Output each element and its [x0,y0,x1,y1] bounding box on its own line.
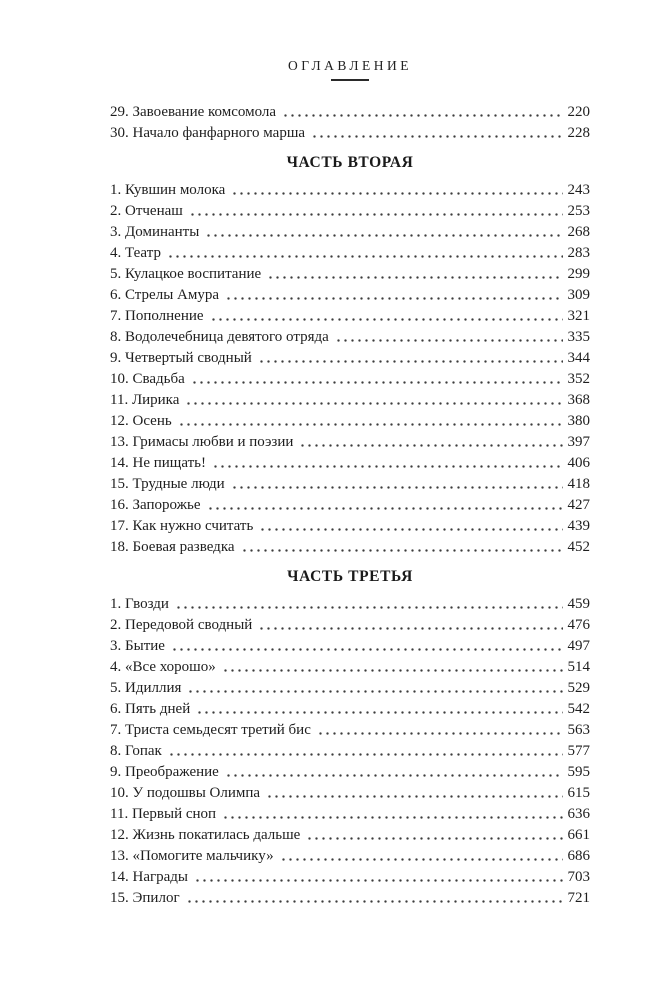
entry-title: 5. Идиллия [110,680,182,696]
entry-title: 1. Кувшин молока [110,182,226,198]
entry-page-number: 703 [567,869,590,885]
entry-title: 6. Пять дней [110,701,191,717]
entry-page-number: 220 [567,104,590,120]
entry-title: 16. Запорожье [110,497,201,513]
toc-entry [110,825,590,846]
entry-title: 13. «Помогите мальчику» [110,848,274,864]
toc-entry [110,636,590,657]
toc-entry [110,222,590,243]
entry-page-number: 439 [567,518,590,534]
toc-entry [110,474,590,495]
toc-entry [110,327,590,348]
toc-entry [110,657,590,678]
entry-title: 4. Театр [110,245,161,261]
dot-leader [299,432,563,453]
dot-leader [225,285,563,306]
dot-leader [194,867,563,888]
entry-title: 2. Передовой сводный [110,617,253,633]
section-heading: ЧАСТЬ ТРЕТЬЯ [287,568,413,585]
toc-entry [110,720,590,741]
toc-entry [110,846,590,867]
entry-page-number: 661 [567,827,590,843]
dot-leader [241,537,563,558]
entry-page-number: 686 [567,848,590,864]
entry-page-number: 577 [567,743,590,759]
entry-page-number: 636 [567,806,590,822]
dot-leader [259,516,563,537]
entry-page-number: 397 [567,434,590,450]
entry-page-number: 299 [567,266,590,282]
header-rule [331,79,369,81]
toc-entry [110,495,590,516]
toc-entry [110,432,590,453]
entry-page-number: 321 [567,308,590,324]
dot-leader [168,741,563,762]
entry-page-number: 253 [567,203,590,219]
entry-page-number: 529 [567,680,590,696]
dot-leader [171,636,563,657]
entry-title: 3. Бытие [110,638,165,654]
dot-leader [222,804,563,825]
dot-leader [311,123,563,144]
dot-leader [335,327,563,348]
toc-entry [110,411,590,432]
dot-leader [189,201,563,222]
dot-leader [225,762,563,783]
toc-entry [110,699,590,720]
entry-page-number: 721 [567,890,590,906]
entry-page-number: 283 [567,245,590,261]
entry-page-number: 452 [567,539,590,555]
entry-page-number: 368 [567,392,590,408]
entry-title: 10. У подошвы Олимпа [110,785,261,801]
toc-sections [110,102,590,909]
entry-title: 8. Водолечебница девятого отряда [110,329,329,345]
entry-page-number: 418 [567,476,590,492]
entry-page-number: 243 [567,182,590,198]
toc-entry [110,390,590,411]
entry-title: 7. Пополнение [110,308,204,324]
dot-leader [175,594,563,615]
entry-title: 3. Доминанты [110,224,200,240]
entry-title: 7. Триста семьдесят третий бис [110,722,311,738]
toc-entry [110,306,590,327]
entry-title: 14. Награды [110,869,189,885]
entry-page-number: 615 [567,785,590,801]
dot-leader [191,369,563,390]
toc-entry [110,537,590,558]
entry-page-number: 476 [567,617,590,633]
toc-entry [110,615,590,636]
entry-title: 2. Отченаш [110,203,183,219]
toc-entry [110,369,590,390]
entry-page-number: 335 [567,329,590,345]
entry-page-number: 344 [567,350,590,366]
toc-entry [110,102,590,123]
entry-title: 9. Четвертый сводный [110,350,252,366]
dot-leader [222,657,563,678]
toc-entry [110,516,590,537]
dot-leader [267,264,563,285]
toc-content [110,58,590,909]
entry-page-number: 542 [567,701,590,717]
entry-title: 12. Осень [110,413,172,429]
page-title: ОГЛАВЛЕНИЕ [287,58,413,73]
section-heading: ЧАСТЬ ВТОРАЯ [286,154,414,171]
toc-entry [110,201,590,222]
entry-page-number: 380 [567,413,590,429]
entry-title: 11. Первый сноп [110,806,217,822]
entry-title: 14. Не пищать! [110,455,207,471]
toc-entry [110,783,590,804]
entry-title: 17. Как нужно считать [110,518,254,534]
toc-entry [110,741,590,762]
toc-entry [110,243,590,264]
entry-title: 1. Гвозди [110,596,169,612]
dot-leader [306,825,563,846]
dot-leader [231,180,563,201]
toc-entry [110,888,590,909]
entry-title: 29. Завоевание комсомола [110,104,277,120]
entry-title: 11. Лирика [110,392,180,408]
dot-leader [258,615,563,636]
entry-page-number: 406 [567,455,590,471]
entry-title: 30. Начало фанфарного марша [110,125,306,141]
entry-title: 8. Гопак [110,743,162,759]
entry-page-number: 514 [567,659,590,675]
dot-leader [280,846,563,867]
dot-leader [196,699,563,720]
toc-entry [110,348,590,369]
toc-entry [110,678,590,699]
dot-leader [212,453,563,474]
entry-page-number: 497 [567,638,590,654]
entry-page-number: 268 [567,224,590,240]
entry-page-number: 427 [567,497,590,513]
dot-leader [187,678,563,699]
entry-title: 12. Жизнь покатилась дальше [110,827,301,843]
entry-title: 5. Кулацкое воспитание [110,266,262,282]
entry-page-number: 352 [567,371,590,387]
entry-page-number: 228 [567,125,590,141]
dot-leader [178,411,563,432]
dot-leader [266,783,563,804]
toc-entry [110,285,590,306]
dot-leader [167,243,563,264]
toc-entry [110,453,590,474]
dot-leader [317,720,563,741]
toc-entry [110,180,590,201]
dot-leader [231,474,563,495]
entry-page-number: 459 [567,596,590,612]
entry-title: 18. Боевая разведка [110,539,235,555]
dot-leader [205,222,563,243]
entry-title: 15. Трудные люди [110,476,225,492]
entry-page-number: 563 [567,722,590,738]
toc-entry [110,594,590,615]
toc-entry [110,123,590,144]
toc-entry [110,804,590,825]
entry-title: 9. Преображение [110,764,219,780]
dot-leader [210,306,563,327]
entry-title: 6. Стрелы Амура [110,287,219,303]
dot-leader [258,348,563,369]
dot-leader [185,390,563,411]
entry-title: 15. Эпилог [110,890,180,906]
dot-leader [282,102,563,123]
toc-entry [110,264,590,285]
entry-page-number: 309 [567,287,590,303]
entry-title: 4. «Все хорошо» [110,659,216,675]
dot-leader [186,888,563,909]
dot-leader [207,495,564,516]
entry-title: 10. Свадьба [110,371,185,387]
entry-title: 13. Гримасы любви и поэзии [110,434,294,450]
toc-entry [110,867,590,888]
toc-entry [110,762,590,783]
entry-page-number: 595 [567,764,590,780]
